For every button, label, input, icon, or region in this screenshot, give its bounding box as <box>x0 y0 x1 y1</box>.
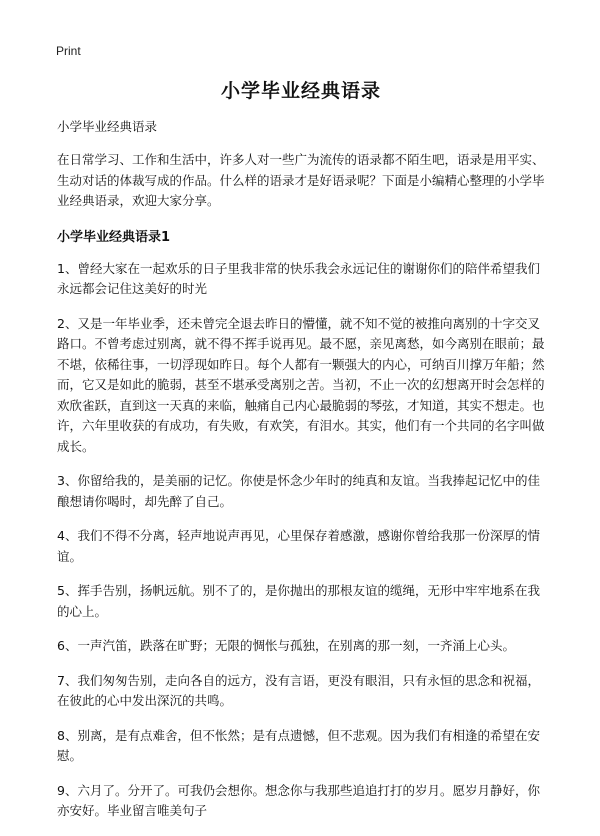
document-title: 小学毕业经典语录 <box>220 80 381 102</box>
quote-item: 5、挥手告别，扬帆远航。别不了的，是你抛出的那根友谊的缆绳，无形中牢牢地系在我的心上。 <box>57 583 540 619</box>
intro-paragraph: 在日常学习、工作和生活中，许多人对一些广为流传的语录都不陌生吧，语录是用平实、生动对话的体裁写成的作品。什么样的语录才是好语录呢？下面是小编精心整理的小学毕业经典语录，欢迎大家分享。 <box>57 152 545 208</box>
quote-item: 7、我们匆匆告别，走向各自的远方，没有言语，更没有眼泪，只有永恒的思念和祝福，在彼此的心中发出深沉的共鸣。 <box>57 672 540 708</box>
document-subtitle: 小学毕业经典语录 <box>57 119 158 134</box>
quote-item: 6、一声汽笛，跌落在旷野；无限的惆怅与孤独，在别离的那一刻，一齐涌上心头。 <box>57 638 515 653</box>
quote-item: 9、六月了。分开了。可我仍会想你。想念你与我那些追追打打的岁月。愿岁月静好，你亦安好。毕业留言唯美句子 <box>57 782 540 818</box>
quote-item: 1、曾经大家在一起欢乐的日子里我非常的快乐我会永远记住的谢谢你们的陪伴希望我们永远都会记住这美好的时光 <box>57 260 540 296</box>
quote-item: 4、我们不得不分离，轻声地说声再见，心里保存着感激，感谢你曾给我那一份深厚的情谊。 <box>57 528 540 564</box>
print-label: Print <box>56 44 81 58</box>
section-heading: 小学毕业经典语录1 <box>57 229 171 245</box>
quote-item: 3、你留给我的，是美丽的记忆。你使是怀念少年时的纯真和友谊。当我捧起记忆中的佳酿想请你喝时，却先醉了自己。 <box>57 473 540 509</box>
document-body <box>57 76 545 836</box>
quote-item: 8、别离，是有点难舍，但不怅然；是有点遗憾，但不悲观。因为我们有相逢的希望在安慰。 <box>57 727 540 763</box>
quote-item: 2、又是一年毕业季，还未曾完全退去昨日的懵懂，就不知不觉的被推向离别的十字交叉路口。不曾考虑过别离，就不得不挥手说再见。最不愿，亲见离愁，如今离别在眼前；最不堪，依稀往事，一切浮现如昨日。每个人都有一颗强大的内心，可纳百川撑万年船；然而，它又是如此的脆弱，甚至不堪承受离别之苦。当初，不止一次的幻想离开时会怎样的欢欣雀跃，直到这一天真的来临，触痛自己内心最脆弱的琴弦，才知道，其实不想走。也许，六年里收获的有成功，有失败，有欢笑，有泪水。其实，他们有一个共同的名字叫做成长。 <box>57 315 545 454</box>
